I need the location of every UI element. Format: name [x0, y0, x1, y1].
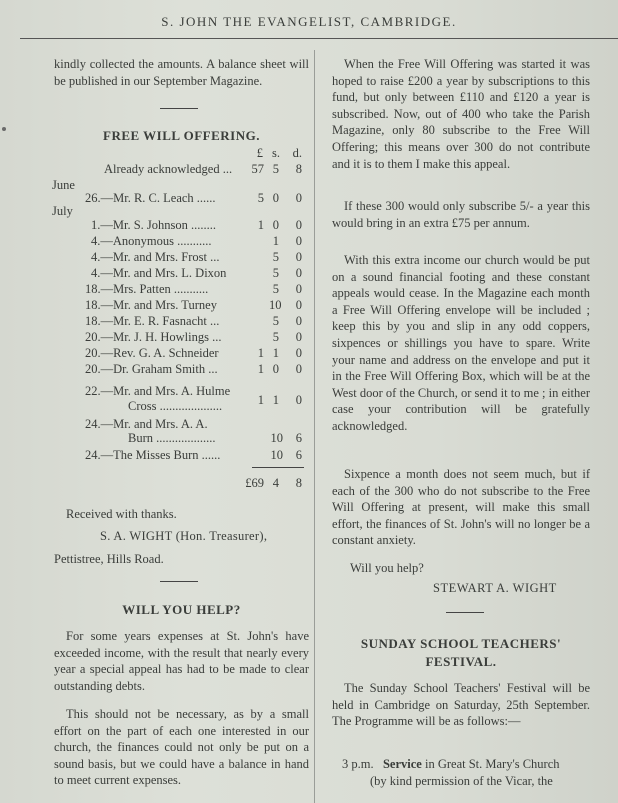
- festival-programme-line: [342, 756, 602, 773]
- help-paragraph-2: This should not be necessary, as by a small effort on the part of each one interested in our church, the finances could not only be put on a sound basis, but we could have a balance in hand to meet current expenses.: [54, 707, 309, 788]
- festival-heading-line-1: SUNDAY SCHOOL TEACHERS': [360, 636, 562, 651]
- received-text: Received with thanks.: [66, 507, 177, 521]
- pence-col-header: d.: [292, 146, 302, 160]
- programme-event: Service: [382, 757, 422, 771]
- programme-event-note: (by kind permission of the Vicar, the: [370, 774, 553, 788]
- appeal-paragraph-4: Sixpence a month does not seem much, but if each of the 300 who do not subscribe to the Free Will Offering at present, will make this small effort, the finances of St. John's will no longer be a constant anxiety.: [332, 467, 590, 548]
- festival-heading-line-2: FESTIVAL.: [425, 654, 497, 669]
- page-header: S. JOHN THE EVANGELIST, CAMBRIDGE.: [161, 14, 457, 29]
- programme-event-detail: in Great St. Mary's Church: [424, 757, 560, 771]
- margin-mark: [2, 127, 6, 131]
- offering-ledger: £ s. d. Already acknowledged ... 57 5 8 June 26.—Mr. R. C. Leach ...... 5 0 0 July 1.—Mr. S. Johnson ........ 1 0 0 4.—Anonymous ........... 1 0 4.—Mr. and Mrs. Frost ... 5 0 4.—Mr. and Mrs. L. Dixon 5 0 18.—Mrs. Patten ........... 5 0 18.—Mr. and Mrs. Turney 10 0 18.—Mr. E. R. Fasnacht ... 5 0 20.—Mr. J. H. Howlings ... 5 0 20.—Rev. G. A. Schneider 1 1 0 20.—Dr. Graham Smith ... 1 0 0 22.—Mr. and Mrs. A. Hulme Cross .................... 1 1 0 24.—Mr. and Mrs. A. A. Burn ................... 10 6 24.—The Misses Burn ...... 10 6: [52, 146, 302, 462]
- header-rule: [20, 38, 618, 39]
- festival-paragraph: The Sunday School Teachers' Festival will be held in Cambridge on Saturday, 25th September. The Programme will be as follows:—: [332, 681, 590, 729]
- offering-heading: FREE WILL OFFERING.: [103, 128, 260, 143]
- programme-time: 3 p.m.: [342, 757, 374, 771]
- total-row: £69 4 8: [245, 476, 302, 490]
- appeal-paragraph-3: With this extra income our church would be put on a sound financial footing and these constant appeals would cease. In the Magazine each month a Free Will Offering envelope will be included ; keep this by you and slip in any odd coppers, sixpences or shillings you have to spare. Write your name and address on the envelope and put it in the Free Will Offering Box, which will be at the West door of the Church, or send it to me ; in either case your contribution will be gratefully acknowledged.: [332, 253, 590, 433]
- shillings-col-header: s.: [272, 146, 280, 160]
- treasurer-address: Pettistree, Hills Road.: [54, 552, 164, 566]
- treasurer-signature: S. A. WIGHT (Hon. Treasurer),: [100, 529, 268, 543]
- month-june: June: [52, 178, 75, 192]
- section-divider: [160, 581, 198, 582]
- section-divider: [160, 108, 198, 109]
- column-divider: [314, 50, 315, 803]
- appeal-paragraph-2: If these 300 would only subscribe 5/- a year this would bring in an extra £75 per annum.: [332, 199, 590, 230]
- month-july: July: [52, 204, 73, 218]
- total-rule: [252, 467, 304, 468]
- pounds-col-header: £: [256, 146, 263, 160]
- appeal-closing: Will you help?: [350, 561, 424, 575]
- help-heading: WILL YOU HELP?: [122, 602, 241, 617]
- appeal-signature: STEWART A. WIGHT: [433, 581, 557, 595]
- appeal-paragraph-1: When the Free Will Offering was started it was hoped to raise £200 a year by subscriptions to this fund, but only between £110 and £120 a year is subscribed. Now, out of 400 who take the Parish Magazine, only 80 subscribe to the Free Will Offering; this means over 300 do not contribute and it is to them I make this appeal.: [332, 57, 590, 171]
- intro-paragraph: kindly collected the amounts. A balance sheet will be published in our September Magazine.: [54, 57, 309, 88]
- help-paragraph-1: For some years expenses at St. John's have exceeded income, with the result that nearly every year a special appeal has had to be made to clear outstanding debts.: [54, 629, 309, 693]
- section-divider: [446, 612, 484, 613]
